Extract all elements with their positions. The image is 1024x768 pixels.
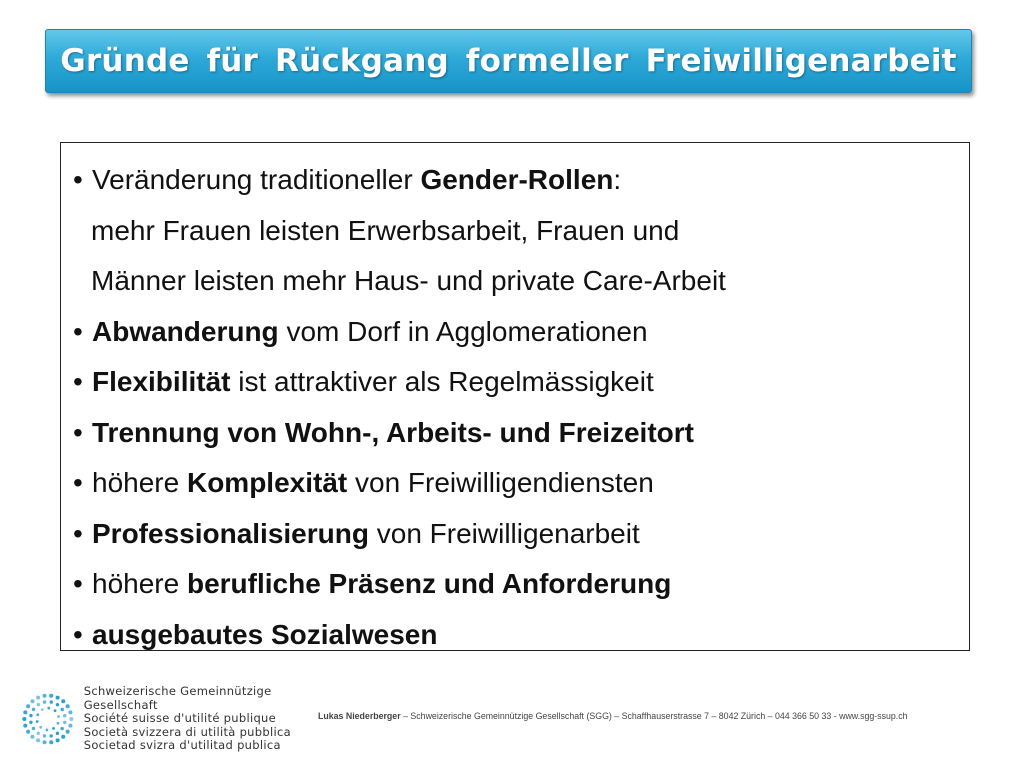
logo-dot [61, 735, 65, 739]
list-item: • Professionalisierung von Freiwilligenarbeit [73, 509, 957, 560]
logo-dot [43, 700, 46, 703]
logo-dot [52, 727, 55, 730]
logo-dot [49, 694, 53, 698]
logo-dot [43, 734, 46, 737]
logo-dot [26, 730, 30, 734]
logo-dot [61, 699, 65, 703]
footer-info [318, 711, 908, 721]
footer-author: Lukas Niederberger [318, 711, 401, 721]
logo-dot [39, 726, 42, 729]
logo-dot [36, 713, 39, 716]
logo-dot [68, 724, 72, 728]
logo-dot [23, 710, 27, 714]
logo-dot [69, 717, 73, 721]
logo-dot [47, 707, 50, 710]
logo-dot [41, 708, 44, 711]
logo-dot [56, 738, 60, 742]
logo-dot [26, 704, 30, 708]
list-item: • höhere Komplexität von Freiwilligendiensten [73, 458, 957, 509]
logo-dot [32, 727, 35, 730]
title-banner [45, 29, 972, 93]
logo-dot [50, 700, 53, 703]
list-item: • höhere berufliche Präsenz und Anforderung [73, 559, 957, 610]
logo-dot [60, 727, 63, 730]
logo-dot [49, 740, 53, 744]
slide-title: Gründe für Rückgang formeller Freiwilligenarbeit [60, 43, 957, 79]
logo-dot [22, 717, 26, 721]
logo-dot [36, 696, 40, 700]
logo-dot [56, 732, 59, 735]
logo-dot [66, 704, 70, 708]
bullet: • [73, 467, 83, 498]
list-item: • Abwanderung vom Dorf in Agglomerationen [73, 307, 957, 358]
sgg-dotted-circle-logo-icon [22, 686, 74, 752]
logo-dot [56, 703, 59, 706]
list-item: • Trennung von Wohn-, Arbeits- und Freizeitort [73, 408, 957, 459]
content-box [60, 142, 970, 651]
logo-dot [32, 708, 35, 711]
list-item-continuation: Männer leisten mehr Haus- und private Care-Arbeit [91, 265, 726, 296]
bullet: • [73, 618, 83, 650]
list-item-continuation: mehr Frauen leisten Erwerbsarbeit, Frauen und [91, 214, 680, 246]
logo-dot [42, 694, 46, 698]
logo-dot [46, 729, 49, 732]
logo-line: Schweizerische Gemeinnützige Gesellschaft [83, 684, 272, 712]
logo-dot [37, 732, 40, 735]
logo-dot [36, 720, 39, 723]
logo-dot [63, 721, 66, 724]
logo-dot [49, 734, 52, 737]
bullet: • [73, 416, 83, 448]
sgg-logo [22, 686, 292, 752]
logo-dot [57, 715, 60, 718]
logo-dot [30, 699, 34, 703]
logo-dot [23, 724, 27, 728]
logo-dot [68, 710, 72, 714]
logo-line: Société suisse d'utilité publique [83, 711, 277, 726]
logo-dot [63, 714, 66, 717]
logo-dot [56, 696, 60, 700]
logo-dot [57, 722, 60, 725]
bullet: • [73, 568, 83, 599]
logo-dot [66, 730, 70, 734]
bullet: • [73, 366, 83, 397]
logo-dot [42, 740, 46, 744]
bullet: • [73, 315, 83, 347]
logo-dot [37, 703, 40, 706]
list-item: • Flexibilität ist attraktiver als Regelmässigkeit [73, 357, 957, 408]
list-item: • Veränderung traditioneller Gender-Rollen: [73, 155, 957, 206]
logo-dot [36, 738, 40, 742]
bullet: • [73, 517, 83, 549]
logo-dot [30, 735, 34, 739]
logo-text [84, 685, 292, 753]
logo-dot [54, 709, 57, 712]
logo-line: Societad svizra d'utilitad publica [83, 738, 281, 753]
logo-dot [29, 721, 32, 724]
logo-line: Società svizzera di utilità pubblica [83, 724, 291, 739]
logo-dot [29, 714, 32, 717]
bullet: • [73, 164, 83, 195]
footer-details: – Schweizerische Gemeinnützige Gesellschaft (SGG) – Schaffhauserstrasse 7 – 8042 Zürich – 044 366 50 33 - www.sgg-ssup.ch [400, 711, 908, 721]
logo-dot [61, 708, 64, 711]
list-item: • ausgebautes Sozialwesen [73, 610, 957, 661]
